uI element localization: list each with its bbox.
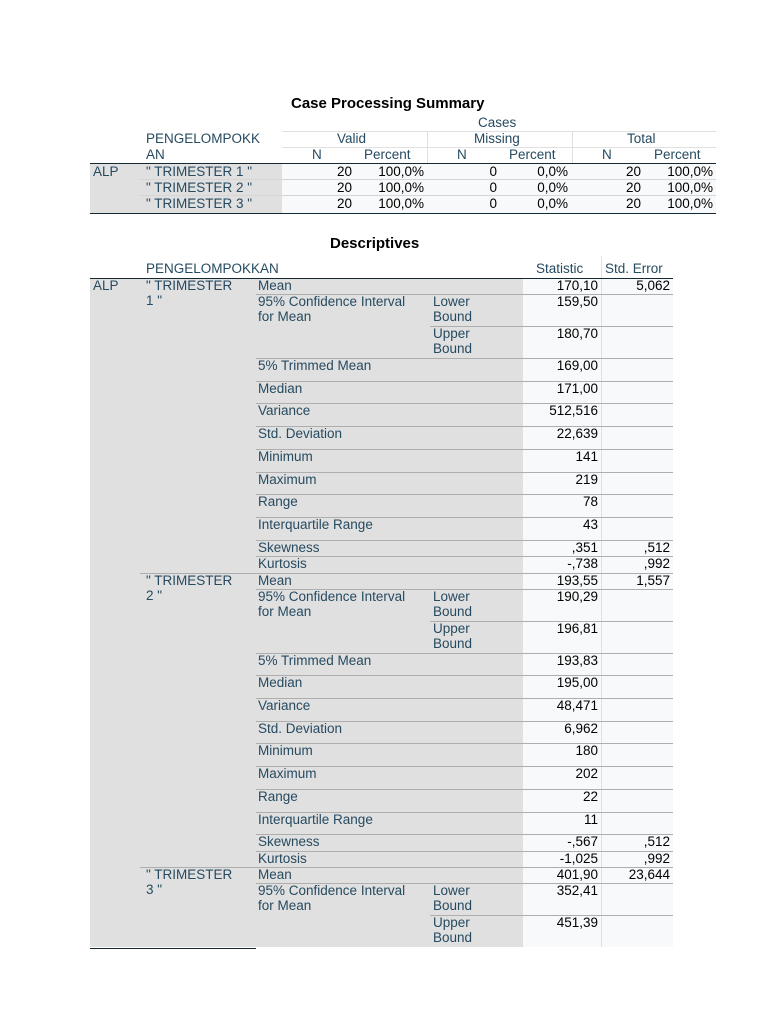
- total-percent-cell: 100,0%: [667, 180, 713, 195]
- statistic-label: Interquartile Range: [258, 811, 373, 827]
- desc-group-header: PENGELOMPOKKAN: [146, 261, 279, 276]
- statistic-value: 180,70: [556, 326, 598, 341]
- statistic-label: Std. Deviation: [258, 720, 343, 736]
- statistic-value: 195,00: [556, 675, 598, 691]
- statistic-value: 141: [575, 448, 598, 464]
- statistic-label: Skewness: [258, 834, 320, 850]
- total-percent-header: Percent: [654, 147, 701, 162]
- missing-percent-cell: 0,0%: [537, 180, 568, 195]
- statistic-label: Std. Deviation: [258, 426, 343, 442]
- statistic-label: 5% Trimmed Mean: [258, 358, 372, 373]
- statistic-value: -,567: [567, 834, 598, 850]
- std-error-header: Std. Error: [605, 261, 663, 276]
- statistic-label: Mean: [258, 572, 292, 588]
- statistic-label: 5% Trimmed Mean: [258, 652, 372, 668]
- statistic-value: ,351: [571, 539, 598, 555]
- statistic-label: Variance: [258, 698, 311, 713]
- valid-percent-cell: 100,0%: [378, 196, 424, 211]
- missing-percent-header: Percent: [509, 147, 556, 162]
- std-error-value: 23,644: [628, 867, 670, 883]
- statistic-label-line2: for Mean: [258, 898, 312, 914]
- statistic-value: 180: [575, 743, 598, 759]
- valid-header: Valid: [337, 131, 367, 146]
- case-row-group: " TRIMESTER 3 ": [146, 196, 253, 211]
- descriptives-title: Descriptives: [330, 235, 420, 252]
- group-name-line2: 3 ": [146, 882, 163, 898]
- bound-label: Upper: [433, 326, 470, 341]
- statistic-value: 6,962: [564, 720, 598, 736]
- missing-n-cell: 0: [489, 180, 497, 195]
- statistic-value: -,738: [567, 556, 598, 572]
- statistic-value: 202: [575, 766, 598, 782]
- cases-header: Cases: [478, 115, 517, 130]
- statistic-value: 190,29: [556, 588, 598, 604]
- total-percent-cell: 100,0%: [667, 196, 713, 211]
- statistic-value: 193,83: [556, 652, 598, 668]
- statistic-label: Minimum: [258, 743, 313, 759]
- statistic-label: Maximum: [258, 471, 317, 487]
- statistic-label: 95% Confidence Interval: [258, 883, 406, 899]
- statistic-value: 43: [582, 516, 598, 532]
- statistic-value: 169,00: [556, 358, 598, 373]
- std-error-value: ,512: [643, 539, 670, 555]
- statistic-value: 22,639: [556, 426, 598, 442]
- statistic-value: 451,39: [556, 915, 598, 931]
- bound-label-line2: Bound: [433, 930, 473, 946]
- missing-n-cell: 0: [489, 196, 497, 211]
- missing-n-header: N: [457, 147, 467, 162]
- bound-label-line2: Bound: [433, 635, 473, 651]
- std-error-value: ,992: [643, 850, 670, 866]
- statistic-value: 78: [582, 494, 598, 510]
- statistic-value: 352,41: [556, 883, 598, 899]
- statistic-label: 95% Confidence Interval: [258, 294, 406, 309]
- bound-label-line2: Bound: [433, 341, 473, 356]
- desc-var-label: ALP: [93, 278, 119, 293]
- statistic-value: 193,55: [556, 572, 598, 588]
- statistic-value: 401,90: [556, 867, 598, 883]
- case-row-group: " TRIMESTER 2 ": [146, 180, 253, 195]
- missing-percent-cell: 0,0%: [537, 196, 568, 211]
- statistic-value: 48,471: [556, 698, 598, 713]
- statistic-label: Range: [258, 788, 298, 804]
- bound-label: Upper: [433, 620, 470, 636]
- statistic-label: Minimum: [258, 448, 313, 464]
- statistic-value: 219: [575, 471, 598, 487]
- total-n-cell: 20: [625, 180, 641, 195]
- statistic-label: Mean: [258, 867, 292, 883]
- group-name: " TRIMESTER: [146, 572, 233, 588]
- statistic-label: Median: [258, 380, 303, 396]
- missing-n-cell: 0: [489, 164, 497, 179]
- statistic-label: Mean: [258, 278, 292, 293]
- statistic-label: Skewness: [258, 539, 320, 555]
- valid-n-cell: 20: [336, 196, 352, 211]
- statistic-label: Interquartile Range: [258, 516, 373, 532]
- statistic-label: Kurtosis: [258, 850, 307, 866]
- group-name: " TRIMESTER: [146, 867, 233, 883]
- group-header: PENGELOMPOKK: [146, 131, 261, 146]
- missing-header: Missing: [474, 131, 520, 146]
- statistic-label: Kurtosis: [258, 556, 307, 572]
- group-header-line2: AN: [146, 147, 165, 162]
- missing-percent-cell: 0,0%: [537, 164, 568, 179]
- valid-percent-cell: 100,0%: [378, 164, 424, 179]
- total-n-cell: 20: [625, 164, 641, 179]
- bound-label: Lower: [433, 588, 470, 604]
- statistic-label: Median: [258, 675, 303, 691]
- case-row-group: " TRIMESTER 1 ": [146, 164, 253, 179]
- group-name: " TRIMESTER: [146, 278, 233, 293]
- statistic-label-line2: for Mean: [258, 309, 312, 324]
- group-name-line2: 2 ": [146, 587, 163, 603]
- total-header: Total: [627, 131, 656, 146]
- statistic-label: Variance: [258, 403, 311, 419]
- statistic-value: -1,025: [559, 850, 598, 866]
- bound-label-line2: Bound: [433, 309, 473, 324]
- std-error-value: ,512: [643, 834, 670, 850]
- statistic-value: 159,50: [556, 294, 598, 309]
- statistic-label: Maximum: [258, 766, 317, 782]
- valid-n-cell: 20: [336, 164, 352, 179]
- group-name-line2: 1 ": [146, 293, 163, 308]
- std-error-value: 1,557: [636, 572, 670, 588]
- statistic-value: 171,00: [556, 380, 598, 396]
- bound-label-line2: Bound: [433, 603, 473, 619]
- total-n-header: N: [602, 147, 612, 162]
- valid-n-header: N: [312, 147, 322, 162]
- statistic-label-line2: for Mean: [258, 603, 312, 619]
- bound-label: Lower: [433, 883, 470, 899]
- statistic-header: Statistic: [536, 261, 584, 276]
- total-percent-cell: 100,0%: [667, 164, 713, 179]
- statistic-label: Range: [258, 494, 298, 510]
- bound-label: Upper: [433, 915, 470, 931]
- total-n-cell: 20: [625, 196, 641, 211]
- case-var-label: ALP: [93, 164, 119, 179]
- statistic-value: 11: [583, 811, 598, 827]
- valid-n-cell: 20: [336, 180, 352, 195]
- valid-percent-cell: 100,0%: [378, 180, 424, 195]
- statistic-value: 22: [582, 788, 598, 804]
- bound-label-line2: Bound: [433, 898, 473, 914]
- case-summary-title: Case Processing Summary: [291, 95, 485, 112]
- bound-label: Lower: [433, 294, 470, 309]
- statistic-label: 95% Confidence Interval: [258, 588, 406, 604]
- statistic-value: 196,81: [556, 620, 598, 636]
- valid-percent-header: Percent: [364, 147, 411, 162]
- statistic-value: 170,10: [556, 278, 598, 293]
- statistic-value: 512,516: [549, 403, 598, 419]
- std-error-value: ,992: [643, 556, 670, 572]
- std-error-value: 5,062: [636, 278, 670, 293]
